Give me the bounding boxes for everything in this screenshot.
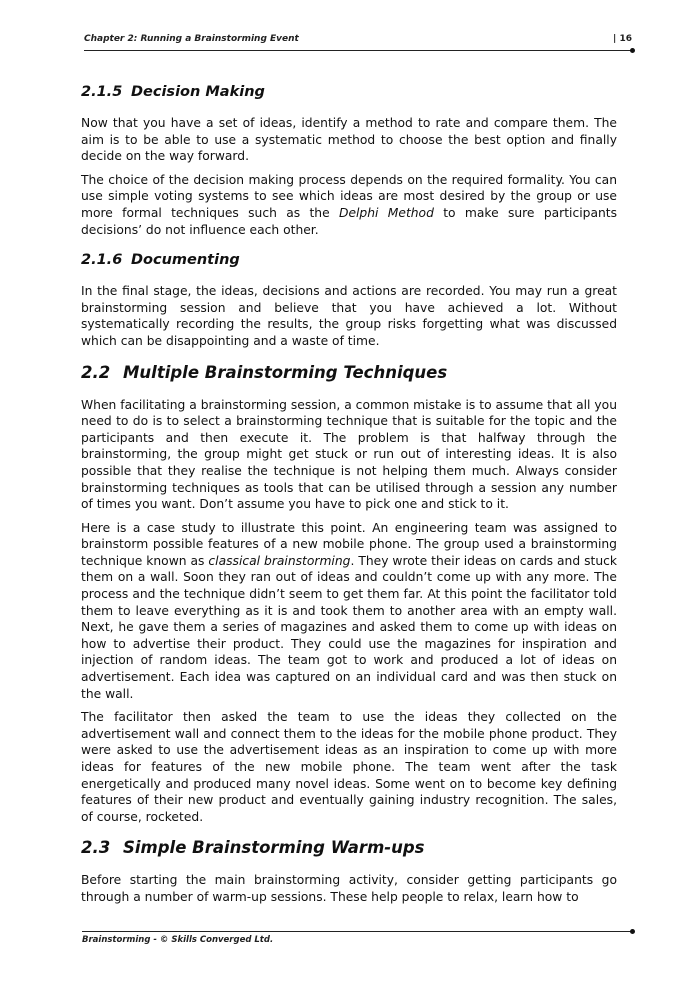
section-title: Documenting [131,252,240,269]
section-number: 2.1.6 [81,252,123,269]
paragraph [81,172,617,238]
section-number: 2.3 [81,838,111,858]
footer-rule [82,931,632,932]
paragraph: Before starting the main brainstorming activity, consider getting participants go through a number of warm-up sessions. These help people to relax, learn how to [81,873,617,904]
text-run: to make sure participants decisions’ do not influence each other. [81,205,617,237]
footer-copyright: Brainstorming - © Skills Converged Ltd. [82,935,274,945]
italic-term-delphi-method: Delphi Method [338,205,434,220]
paragraph: Now that you have a set of ideas, identify a method to rate and compare them. The aim is to be able to use a systematic method to choose the best option and finally decide on the way forward. [81,116,617,164]
section-title: Multiple Brainstorming Techniques [123,362,448,382]
text-run: . They wrote their ideas on cards and stuck them on a wall. Soon they ran out of ideas and couldn’t come up with any more. The process and the technique didn’t seem to get them far. At this point the facilitator told them to leave everything as it is and took them to another area with an empty wall. Next, he gave them a series of magazines and asked them to come up with ideas on how to advertise their product. They could use the magazines for inspiration and injection of random ideas. The team got to work and produced a lot of ideas on advertisement. Each idea was captured on an individual card and was then stuck on the wall. [81,553,617,701]
section-title: Simple Brainstorming Warm-ups [123,838,425,858]
paragraph: The facilitator then asked the team to use the ideas they collected on the advertisement wall and connect them to the ideas for the mobile phone product. They were asked to use the advertisement ideas as an inspiration to come up with more ideas for features of the new mobile phone. The team went after the task energetically and produced many novel ideas. Some went on to become key defining features of their new product and eventually gaining industry recognition. The sales, of course, rocketed. [81,710,617,824]
section-heading-2-1-6 [81,250,617,270]
italic-term-classical-brainstorming: classical brainstorming [208,553,351,568]
section-heading-2-2 [81,362,617,384]
section-title: Decision Making [131,84,265,100]
section-heading-2-3 [81,837,617,859]
header-rule [84,50,632,51]
header-page-number: | 16 [613,34,632,44]
main-content [81,82,617,913]
text-run: Here is a case study to illustrate this point. An engineering team was assigned to brainstorm possible features of a new mobile phone. The group used a brainstorming technique known as [81,520,617,568]
paragraph [81,520,617,703]
section-number: 2.1.5 [81,84,123,100]
paragraph: In the final stage, the ideas, decisions and actions are recorded. You may run a great brainstorming session and believe that you have achieved a lot. Without systematically recording the results, the group risks forgetting what was discussed which can be disappointing and a waste of time. [81,284,617,348]
text-run: The choice of the decision making process depends on the required formality. You can use simple voting systems to see which ideas are most desired by the group or use more formal techniques such as the [81,172,617,220]
section-heading-2-1-5 [81,82,617,102]
header-chapter-title: Chapter 2: Running a Brainstorming Event [84,34,299,44]
header-rule-dot [630,48,635,53]
page-header [84,34,632,48]
paragraph: When facilitating a brainstorming session, a common mistake is to assume that all you need to do is to select a brainstorming technique that is suitable for the topic and the participants and then execute it. The problem is that halfway through the brainstorming, the group might get stuck or run out of interesting ideas. It is also possible that they realise the technique is not helping them much. Always consider brainstorming techniques as tools that can be utilised through a session any number of times you want. Don’t assume you have to pick one and stick to it. [81,397,617,512]
footer-rule-dot [630,929,635,934]
section-number: 2.2 [81,362,111,382]
